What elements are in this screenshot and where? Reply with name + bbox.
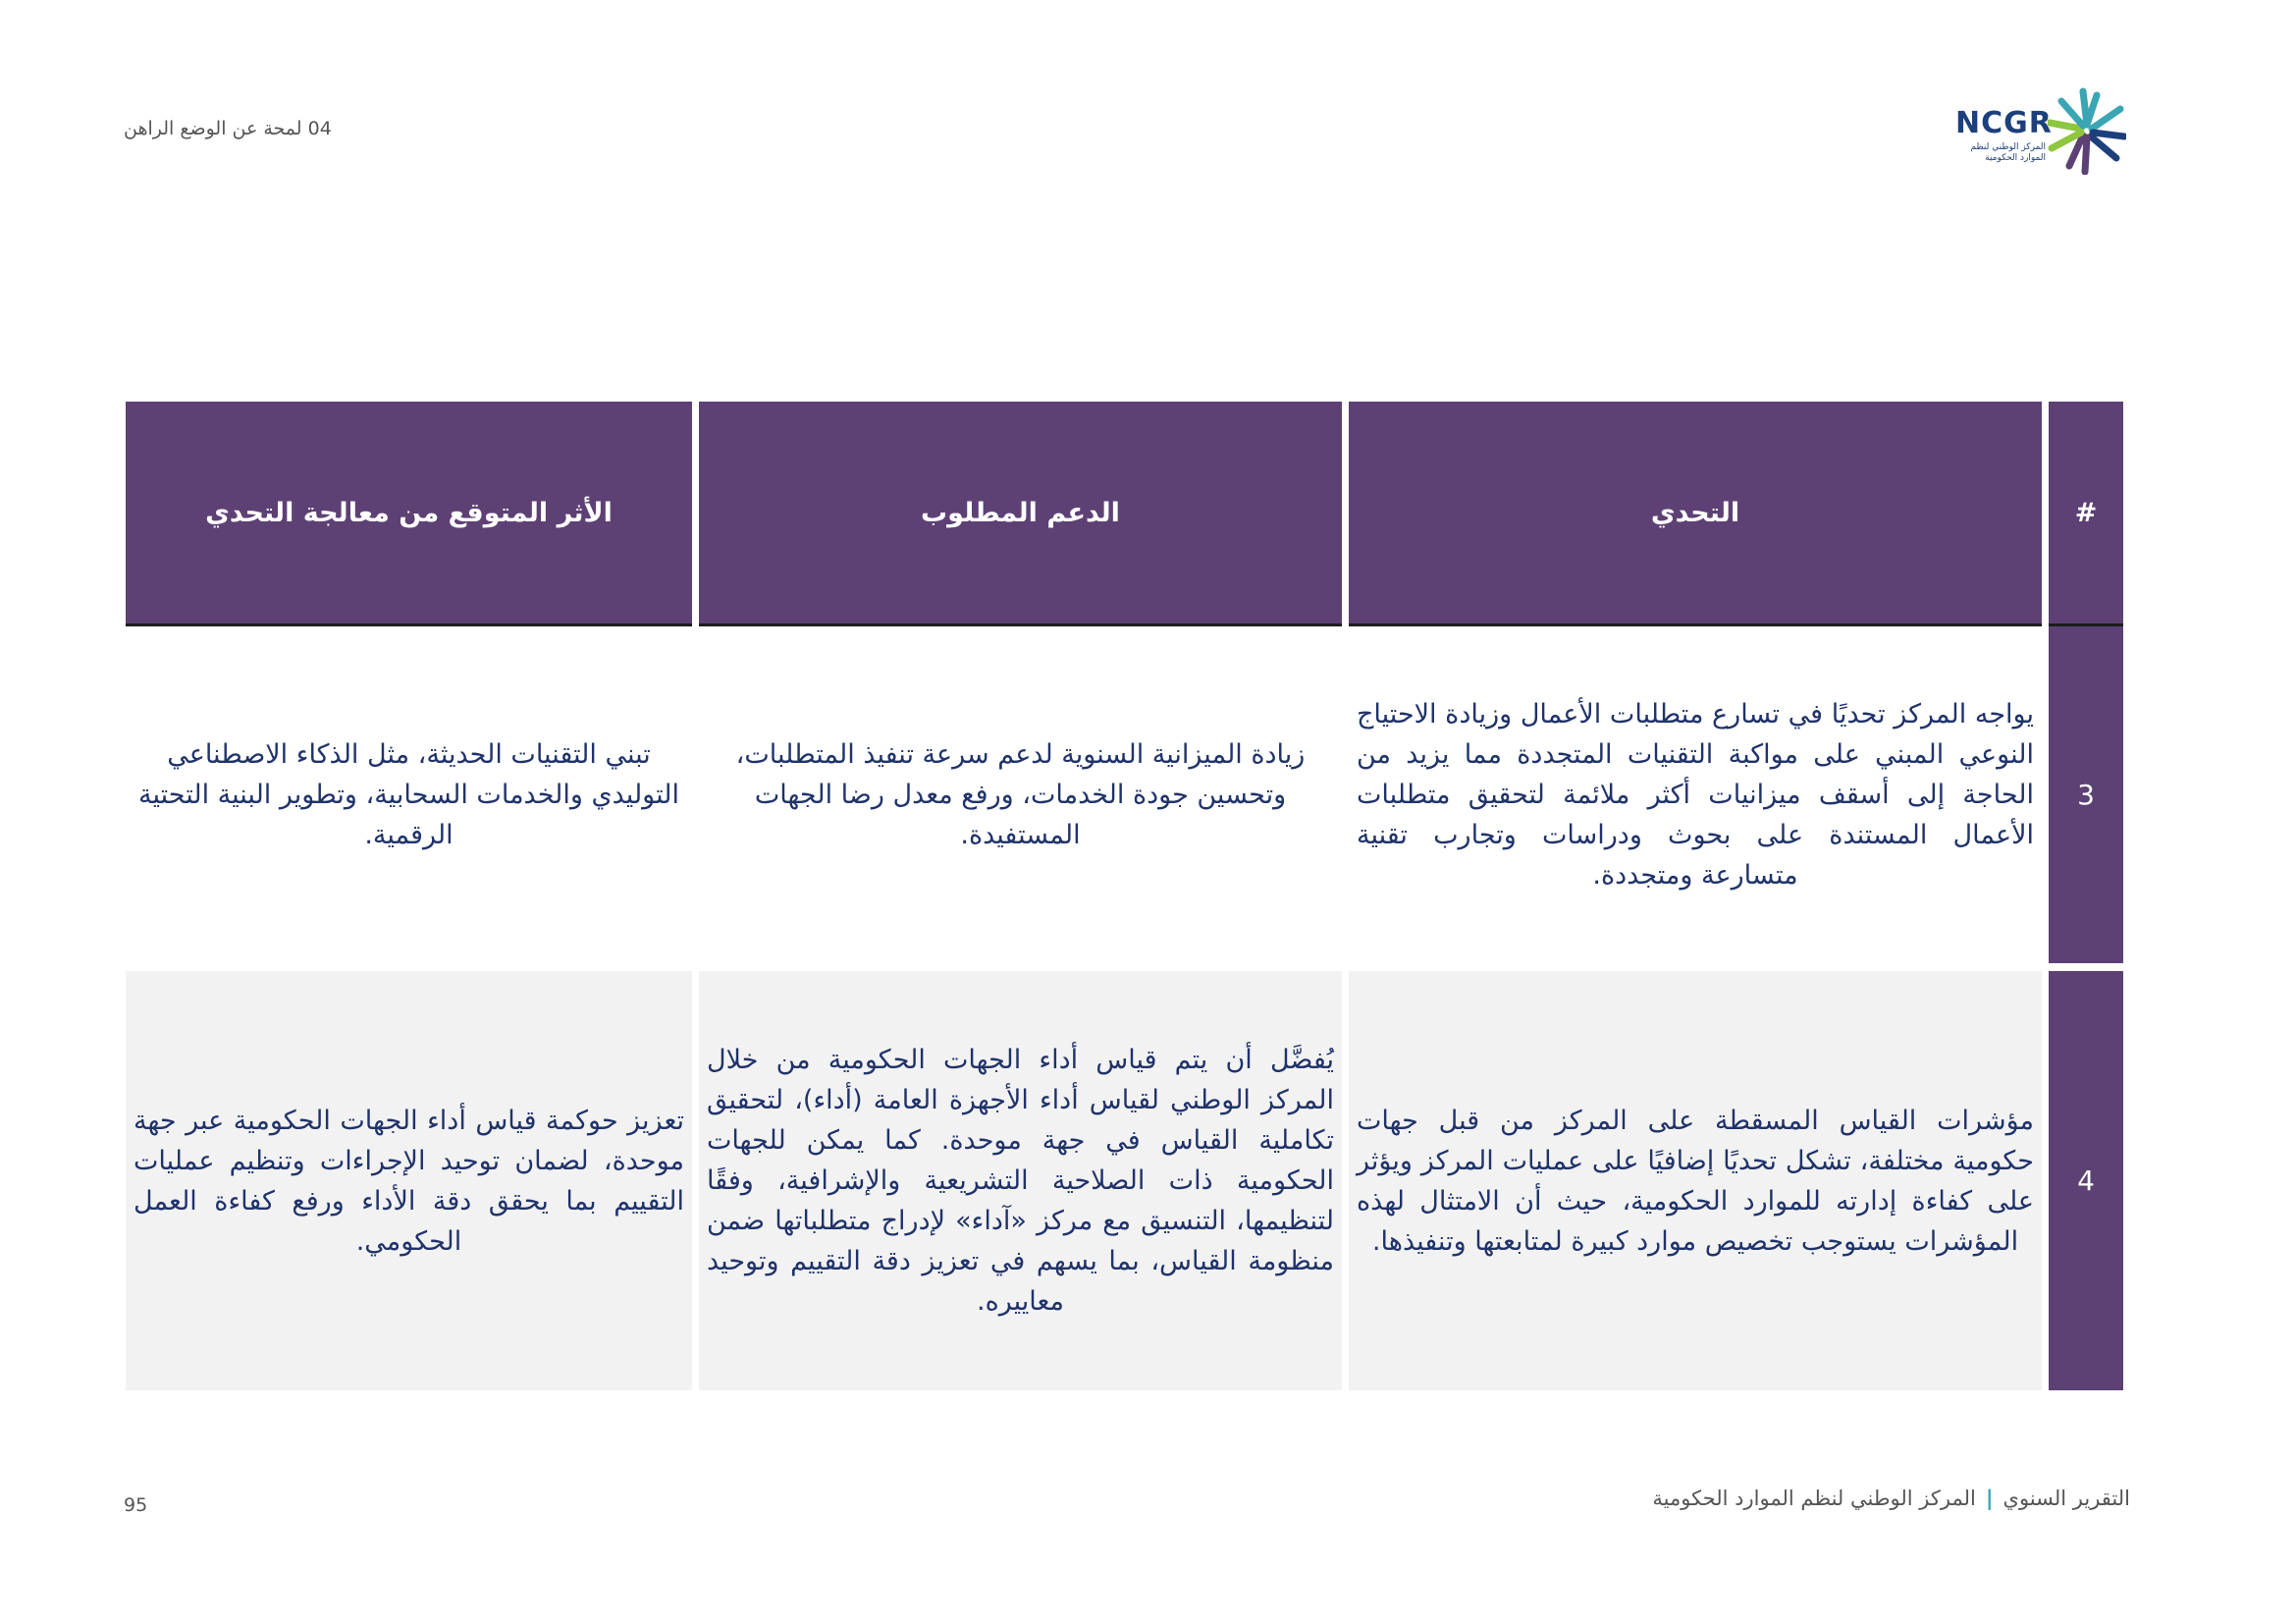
support-cell: زيادة الميزانية السنوية لدعم سرعة تنفيذ المتطلبات، وتحسين جودة الخدمات، ورفع معدل رضا الجهات المستفيدة. [699,626,1342,971]
footer-separator: | [1985,1487,1994,1510]
logo-brand-text: NCGR [1955,106,2053,140]
footer-report-label: التقرير السنوي [2002,1487,2130,1510]
row-number: 3 [2049,626,2123,971]
challenge-cell: مؤشرات القياس المسقطة على المركز من قبل جهات حكومية مختلفة، تشكل تحديًا إضافيًا على عمليات المركز ويؤثر على كفاءة إدارته للموارد الحكومية، حيث أن الامتثال لهذه المؤشرات يستوجب تخصيص موارد كبيرة لمتابعتها وتنفيذها. [1349,971,2042,1390]
challenge-cell: يواجه المركز تحديًا في تسارع متطلبات الأعمال وزيادة الاحتياج النوعي المبني على مواكبة التقنيات المتجددة مما يزيد من الحاجة إلى أسقف ميزانيات أكثر ملائمة لتحقيق متطلبات الأعمال المستندة على بحوث ودراسات وتجارب تقنية متسارعة ومتجددة. [1349,626,2042,971]
impact-cell: تعزيز حوكمة قياس أداء الجهات الحكومية عبر جهة موحدة، لضمان توحيد الإجراءات وتنظيم عمليات التقييم بما يحقق دقة الأداء ورفع كفاءة العمل الحكومي. [126,971,692,1390]
section-title: 04 لمحة عن الوضع الراهن [124,118,332,139]
footer-organization-name: المركز الوطني لنظم الموارد الحكومية [1652,1487,1976,1510]
logo-subtitle-line2: الموارد الحكومية [1985,153,2046,163]
table-row [126,626,2123,971]
table-row [126,971,2123,1390]
row-number: 4 [2049,971,2123,1390]
logo-subtitle-line1: المركز الوطني لنظم [1970,142,2046,152]
header-challenge: التحدي [1349,402,2042,626]
header-number: # [2049,402,2123,626]
table-header-row [126,402,2123,626]
ncgr-logo [1953,86,2130,179]
footer-organization [1512,1487,2130,1510]
impact-cell: تبني التقنيات الحديثة، مثل الذكاء الاصطناعي التوليدي والخدمات السحابية، وتطوير البنية التحتية الرقمية. [126,626,692,971]
logo-subtitle [1955,142,2046,164]
header-impact: الأثر المتوقع من معالجة التحدي [126,402,692,626]
support-cell: يُفضَّل أن يتم قياس أداء الجهات الحكومية من خلال المركز الوطني لقياس أداء الأجهزة العامة (أداء)، لتحقيق تكاملية القياس في جهة موحدة. كما يمكن للجهات الحكومية ذات الصلاحية التشريعية والإشرافية، وفقًا لتنظيمها، التنسيق مع مركز «آداء» لإدراج متطلباتها ضمن منظومة القياس، بما يسهم في تعزيز دقة التقييم وتوحيد معاييره. [699,971,1342,1390]
challenges-table [119,402,2130,1390]
ncgr-logo-icon [2048,86,2126,175]
page-number: 95 [124,1494,148,1516]
header-support: الدعم المطلوب [699,402,1342,626]
